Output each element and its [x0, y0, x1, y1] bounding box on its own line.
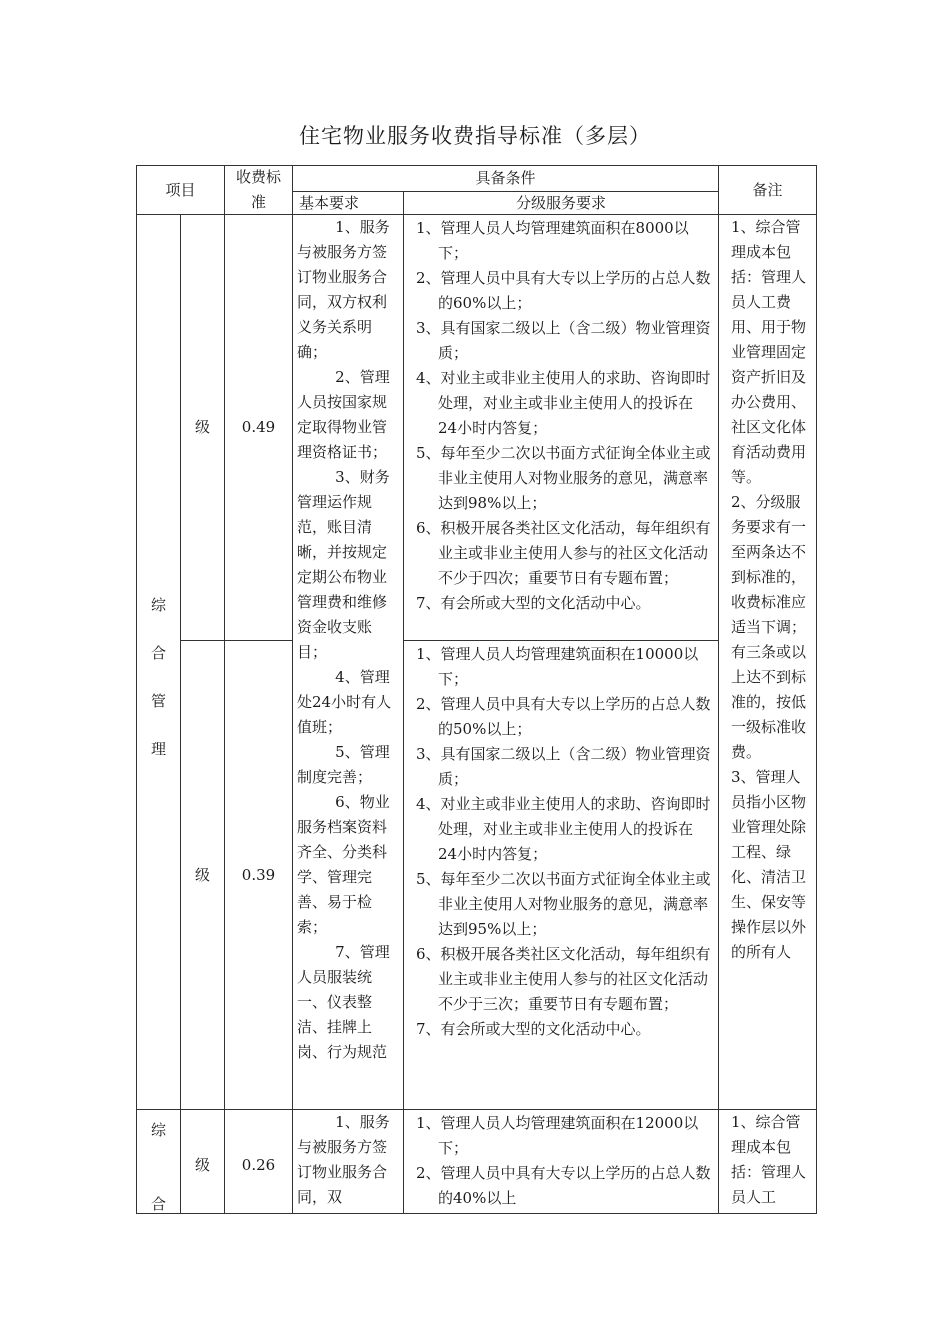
level-label: 级 — [194, 418, 210, 436]
fee-cell — [224, 1109, 293, 1214]
requirement-item: 4、对业主或非业主使用人的求助、咨询即时处理，对业主或非业主使用人的投诉在24小时内答复； — [416, 369, 711, 437]
fee-cell — [224, 640, 293, 1110]
header-remarks — [718, 165, 817, 215]
basic-requirements — [292, 1109, 404, 1214]
basic-requirements-text: 1、服务与被服务方签订物业服务合同，双 — [297, 1113, 390, 1206]
requirement-item: 6、积极开展各类社区文化活动，每年组织有业主或非业主使用人参与的社区文化活动不少于三次；重要节日有专题布置； — [416, 945, 711, 1013]
requirement-item: 3、具有国家二级以上（含二级）物业管理资质； — [416, 745, 711, 788]
category-cell — [136, 214, 181, 1110]
category-char: 理 — [150, 740, 166, 758]
fee-value: 0.49 — [241, 418, 276, 436]
level-label: 级 — [194, 865, 210, 884]
header-graded — [403, 191, 719, 215]
requirement-item: 2、管理人员中具有大专以上学历的占总人数的60%以上； — [416, 269, 711, 312]
requirement-item: 1、管理人员人均管理建筑面积在8000以下； — [416, 219, 689, 262]
header-item — [136, 165, 225, 215]
header-basic-label: 基本要求 — [299, 194, 360, 212]
level-cell — [180, 640, 225, 1110]
basic-requirements — [292, 214, 404, 1110]
requirement-item: 4、对业主或非业主使用人的求助、咨询即时处理，对业主或非业主使用人的投诉在24小时内答复； — [416, 795, 711, 863]
header-item-label: 项目 — [165, 180, 196, 199]
level-cell — [180, 1109, 225, 1214]
fee-value: 0.26 — [241, 1156, 276, 1174]
fee-cell — [224, 214, 293, 641]
category-char: 管 — [150, 692, 166, 710]
category-cell — [136, 1109, 181, 1214]
page-title: 住宅物业服务收费指导标准（多层） — [299, 124, 651, 148]
requirement-item: 5、每年至少二次以书面方式征询全体业主或非业主使用人对物业服务的意见，满意率达到98%以上； — [416, 444, 711, 512]
category-char: 合 — [150, 644, 166, 662]
level-cell — [180, 214, 225, 641]
remarks-text: 1、综合管理成本包括：管理人员人工 — [731, 1113, 807, 1206]
requirement-item: 5、每年至少二次以书面方式征询全体业主或非业主使用人对物业服务的意见，满意率达到95%以上； — [416, 870, 711, 938]
header-fee-label: 收费标准 — [235, 168, 281, 211]
header-graded-label: 分级服务要求 — [515, 193, 606, 212]
level-label: 级 — [194, 1156, 210, 1174]
requirement-item: 2、管理人员中具有大专以上学历的占总人数的50%以上； — [416, 695, 711, 738]
category-char: 综 — [150, 596, 166, 614]
requirement-item: 1、管理人员人均管理建筑面积在12000以下； — [416, 1114, 699, 1157]
requirement-item: 7、有会所或大型的文化活动中心。 — [416, 594, 651, 612]
header-conditions-label: 具备条件 — [475, 169, 536, 187]
category-char: 合 — [150, 1195, 166, 1213]
requirement-item: 2、管理人员中具有大专以上学历的占总人数的40%以上 — [416, 1164, 711, 1207]
header-remarks-label: 备注 — [752, 180, 783, 199]
remarks-cell — [718, 1109, 817, 1214]
requirement-item: 7、有会所或大型的文化活动中心。 — [416, 1020, 651, 1038]
fee-value: 0.39 — [241, 865, 276, 884]
header-conditions — [292, 165, 719, 192]
header-fee — [224, 165, 293, 215]
remarks-text: 1、综合管理成本包括：管理人员人工费用、用于物业管理固定资产折旧及办公费用、社区文化体育活动费用等。 2、分级服务要求有一至两条达不到标准的，收费标准应适当下调；有三条或以上达不到标准的，按低一级标准收费。 3、管理人员指小区物业管理处除工程、绿化、清洁卫生、保安等操作层以外的所有人 — [731, 218, 807, 961]
graded-requirements — [403, 640, 719, 1110]
remarks-cell — [718, 214, 817, 1110]
requirement-item: 1、管理人员人均管理建筑面积在10000以下； — [416, 645, 699, 688]
graded-requirements — [403, 214, 719, 641]
category-char: 综 — [150, 1121, 166, 1139]
basic-requirements-text: 1、服务与被服务方签订物业服务合同，双方权利义务关系明确； 2、管理人员按国家规定取得物业管理资格证书； 3、财务管理运作规范，账目清晰，并按规定定期公布物业管理费和维修资金收支账目； 4、管理处24小时有人值班； 5、管理制度完善； 6、物业服务档案资料齐全、分类科学、管理完善、易于检索； 7、管理人员服装统一、仪表整洁、挂牌上岗、行为规范 — [297, 218, 392, 1061]
header-basic — [292, 191, 404, 215]
requirement-item: 6、积极开展各类社区文化活动，每年组织有业主或非业主使用人参与的社区文化活动不少于四次；重要节日有专题布置； — [416, 519, 711, 587]
graded-requirements — [403, 1109, 719, 1214]
requirement-item: 3、具有国家二级以上（含二级）物业管理资质； — [416, 319, 711, 362]
